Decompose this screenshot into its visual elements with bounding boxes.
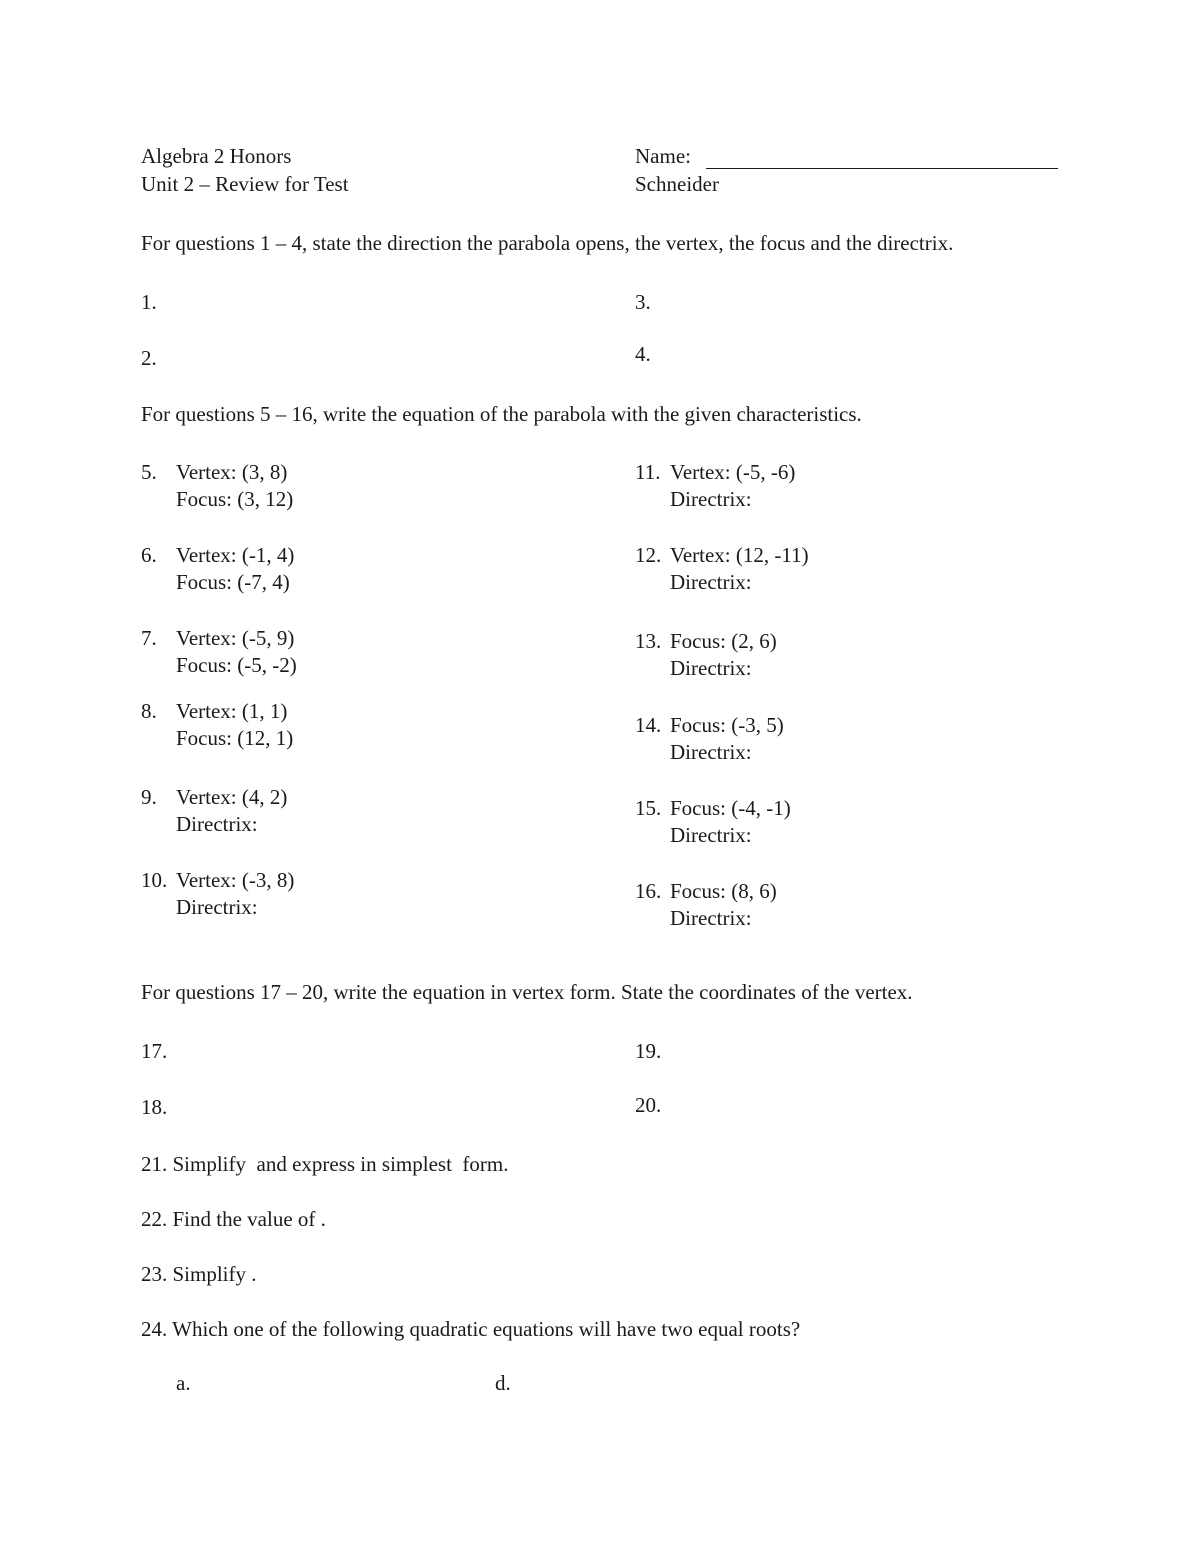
question-23: 23. Simplify . (141, 1262, 257, 1286)
question-line1: Vertex: (-5, 9) (176, 626, 295, 650)
name-label: Name: (635, 144, 691, 168)
question-line2: Directrix: (670, 823, 752, 847)
question-line1: Focus: (8, 6) (670, 879, 777, 903)
question-number: 8. (141, 699, 157, 723)
question-17: 17. (141, 1039, 168, 1063)
question-number: 10. (141, 868, 168, 892)
question-7 (141, 625, 297, 679)
question-10 (141, 867, 294, 921)
question-number: 6. (141, 543, 157, 567)
question-5 (141, 459, 293, 513)
question-line2: Focus: (-7, 4) (176, 570, 290, 594)
name-blank[interactable] (706, 140, 1058, 169)
course-title: Algebra 2 Honors (141, 144, 292, 168)
question-line2: Directrix: (670, 487, 752, 511)
question-21: 21. Simplify and express in simplest form. (141, 1152, 509, 1176)
question-line1: Vertex: (3, 8) (176, 460, 288, 484)
question-line1: Vertex: (-1, 4) (176, 543, 295, 567)
question-line2: Focus: (-5, -2) (176, 653, 297, 677)
question-line2: Directrix: (670, 570, 752, 594)
question-line2: Directrix: (670, 906, 752, 930)
question-line1: Focus: (-3, 5) (670, 713, 784, 737)
question-number: 11. (635, 460, 661, 484)
option-d: d. (495, 1371, 511, 1395)
question-9 (141, 784, 287, 838)
section1-instruction: For questions 1 – 4, state the direction the parabola opens, the vertex, the focus and the directrix. (141, 231, 954, 255)
question-line1: Focus: (2, 6) (670, 629, 777, 653)
question-number: 12. (635, 543, 662, 567)
question-4: 4. (635, 342, 651, 366)
question-number: 9. (141, 785, 157, 809)
question-16 (635, 878, 777, 932)
question-8 (141, 698, 293, 752)
question-line1: Vertex: (1, 1) (176, 699, 288, 723)
question-number: 7. (141, 626, 157, 650)
question-number: 14. (635, 713, 662, 737)
question-2: 2. (141, 346, 157, 370)
question-12 (635, 542, 809, 596)
question-18: 18. (141, 1095, 168, 1119)
question-number: 16. (635, 879, 662, 903)
question-line1: Focus: (-4, -1) (670, 796, 791, 820)
section3-instruction: For questions 17 – 20, write the equation in vertex form. State the coordinates of the vertex. (141, 980, 913, 1004)
question-19: 19. (635, 1039, 662, 1063)
question-line2: Directrix: (176, 812, 258, 836)
section2-instruction: For questions 5 – 16, write the equation of the parabola with the given characteristics. (141, 402, 862, 426)
question-line2: Focus: (3, 12) (176, 487, 294, 511)
unit-title: Unit 2 – Review for Test (141, 172, 349, 196)
question-line1: Vertex: (-3, 8) (176, 868, 295, 892)
question-24: 24. Which one of the following quadratic equations will have two equal roots? (141, 1317, 801, 1341)
question-number: 15. (635, 796, 662, 820)
question-20: 20. (635, 1093, 662, 1117)
question-14 (635, 712, 784, 766)
teacher-name: Schneider (635, 172, 719, 196)
question-line2: Directrix: (670, 740, 752, 764)
question-13 (635, 628, 777, 682)
question-line2: Focus: (12, 1) (176, 726, 294, 750)
question-line2: Directrix: (670, 656, 752, 680)
option-a: a. (176, 1371, 191, 1395)
question-line2: Directrix: (176, 895, 258, 919)
question-line1: Vertex: (12, -11) (670, 543, 809, 567)
question-line1: Vertex: (-5, -6) (670, 460, 796, 484)
question-6 (141, 542, 294, 596)
question-3: 3. (635, 290, 651, 314)
question-15 (635, 795, 791, 849)
question-line1: Vertex: (4, 2) (176, 785, 288, 809)
question-number: 13. (635, 629, 662, 653)
question-1: 1. (141, 290, 157, 314)
question-11 (635, 459, 795, 513)
question-number: 5. (141, 460, 157, 484)
question-22: 22. Find the value of . (141, 1207, 326, 1231)
